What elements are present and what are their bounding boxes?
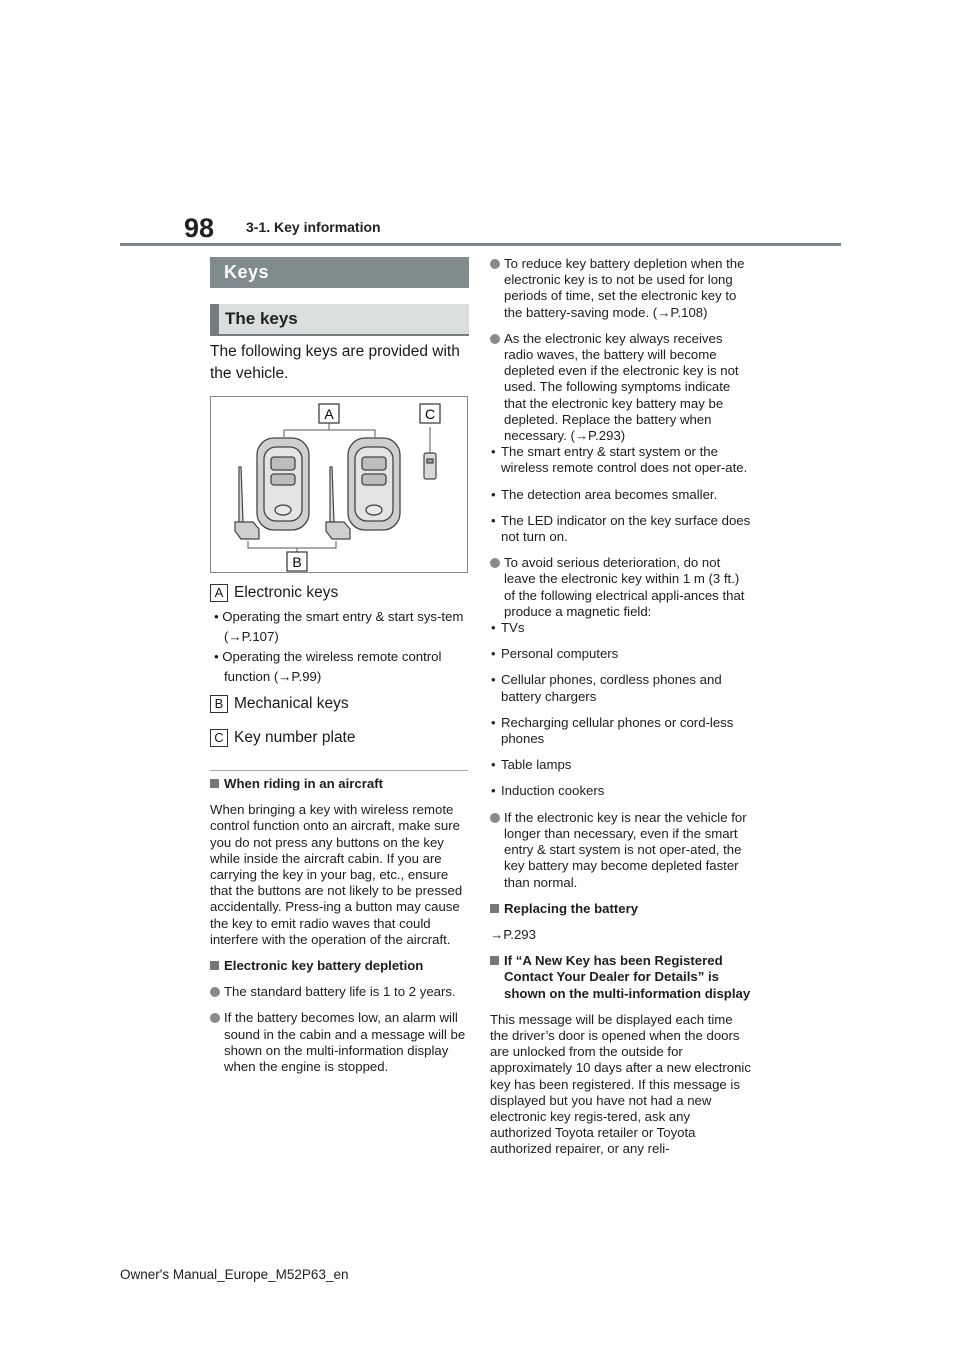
electronic-key-2: [348, 438, 400, 530]
aircraft-heading: When riding in an aircraft: [210, 776, 470, 792]
appliance-item: • Cellular phones, cordless phones and battery chargers: [490, 672, 753, 704]
section-divider: [210, 770, 468, 771]
legend-a: [210, 584, 338, 602]
left-column: [210, 776, 470, 1085]
aircraft-body: When bringing a key with wireless remote control function onto an aircraft, make sure you do not press any buttons on the key while inside the aircraft cabin. If you are carrying the key in your bag, etc., ensure that the buttons are not likely to be pressed accidentally. Press-ing a button may cause the key to emit radio waves that could interfere with the operation of the aircraft.: [210, 802, 463, 947]
legend-c-letter: C: [210, 729, 228, 747]
legend-a-letter: A: [210, 584, 228, 602]
label-a-box: [319, 404, 339, 423]
keys-heading: Keys: [210, 257, 469, 288]
header-rule: [120, 243, 841, 246]
legend-b: [210, 695, 349, 713]
label-b-box: [287, 552, 307, 571]
new-key-body: This message will be displayed each time the driver’s door is opened when the doors are unlocked from the outside for approximately 10 days after a new electronic key has been registered. If this message is displayed but you have not had a new electronic key regis-tered, ask any authorized Toyota retailer or Toyota authorized repairer, or any reli-: [490, 1011, 751, 1157]
legend-b-letter: B: [210, 695, 228, 713]
legend-a-bullets: [214, 607, 474, 687]
symptom-item: • The smart entry & start system or the wireless remote control does not oper-ate.: [490, 444, 753, 476]
replacing-heading: Replacing the battery: [490, 901, 753, 917]
battery-saving: To reduce key battery depletion when the electronic key is to not be used for long periods of time, set the electronic key to the battery-saving mode. (→P.108): [490, 256, 753, 321]
svg-text:C: C: [424, 406, 436, 422]
battery-low: If the battery becomes low, an alarm will sound in the cabin and a message will be shown on the multi-information display when the engine is stopped.: [210, 1010, 470, 1075]
appliance-item: • Table lamps: [490, 757, 753, 773]
mechanical-key-1: [235, 467, 259, 539]
section-title: 3-1. Key information: [246, 219, 381, 235]
legend-a-text: Electronic keys: [234, 584, 339, 601]
battery-heading: Electronic key battery depletion: [210, 958, 470, 974]
appliance-item: • Personal computers: [490, 646, 753, 662]
bullet-smart-entry: • Operating the smart entry & start sys-tem (→P.107): [214, 609, 464, 644]
deterioration: To avoid serious deterioration, do not leave the electronic key within 1 m (3 ft.) of the following electrical appli-ances that produce a magnetic field:: [490, 555, 753, 620]
key-number-plate: [424, 453, 436, 479]
replacing-ref: →P.293: [490, 926, 536, 942]
keys-figure: [210, 396, 468, 573]
bullet-wireless-remote: • Operating the wireless remote control function (→P.99): [214, 649, 442, 684]
symptom-item: • The detection area becomes smaller.: [490, 487, 753, 503]
keys-illustration: [211, 397, 467, 572]
legend-c: [210, 729, 356, 747]
right-column: [490, 256, 753, 1168]
svg-text:B: B: [292, 554, 302, 570]
appliance-item: • Recharging cellular phones or cord-less phones: [490, 715, 753, 747]
intro-text: The following keys are provided with the vehicle.: [210, 343, 460, 382]
battery-life: The standard battery life is 1 to 2 years.: [210, 984, 470, 1000]
electronic-key-1: [257, 438, 309, 530]
near-vehicle: If the electronic key is near the vehicle for longer than necessary, even if the smart entry & start system is not oper-ated, the key battery may become depleted faster than normal.: [490, 810, 753, 891]
radio-waves-block: [490, 331, 753, 545]
legend-b-text: Mechanical keys: [234, 695, 349, 712]
appliance-item: • TVs: [490, 620, 753, 636]
radio-waves: As the electronic key always receives radio waves, the battery will become depleted even if the electronic key is not used. The following symptoms indicate that the electronic key battery may be depleted. Replace the battery when necessary. (→P.293): [490, 331, 753, 444]
svg-text:A: A: [324, 406, 334, 422]
the-keys-heading: The keys: [210, 304, 469, 336]
legend-c-text: Key number plate: [234, 729, 356, 746]
mechanical-key-2: [326, 467, 350, 539]
new-key-heading: If “A New Key has been Registered Contact Your Dealer for Details” is shown on the multi-information display: [490, 953, 753, 1002]
page-number: 98: [184, 213, 215, 243]
symptom-item: • The LED indicator on the key surface does not turn on.: [490, 513, 753, 545]
deterioration-block: [490, 555, 753, 799]
label-c-box: [420, 404, 440, 423]
footer-manual-id: Owner's Manual_Europe_M52P63_en: [120, 1267, 349, 1282]
appliance-item: • Induction cookers: [490, 783, 753, 799]
